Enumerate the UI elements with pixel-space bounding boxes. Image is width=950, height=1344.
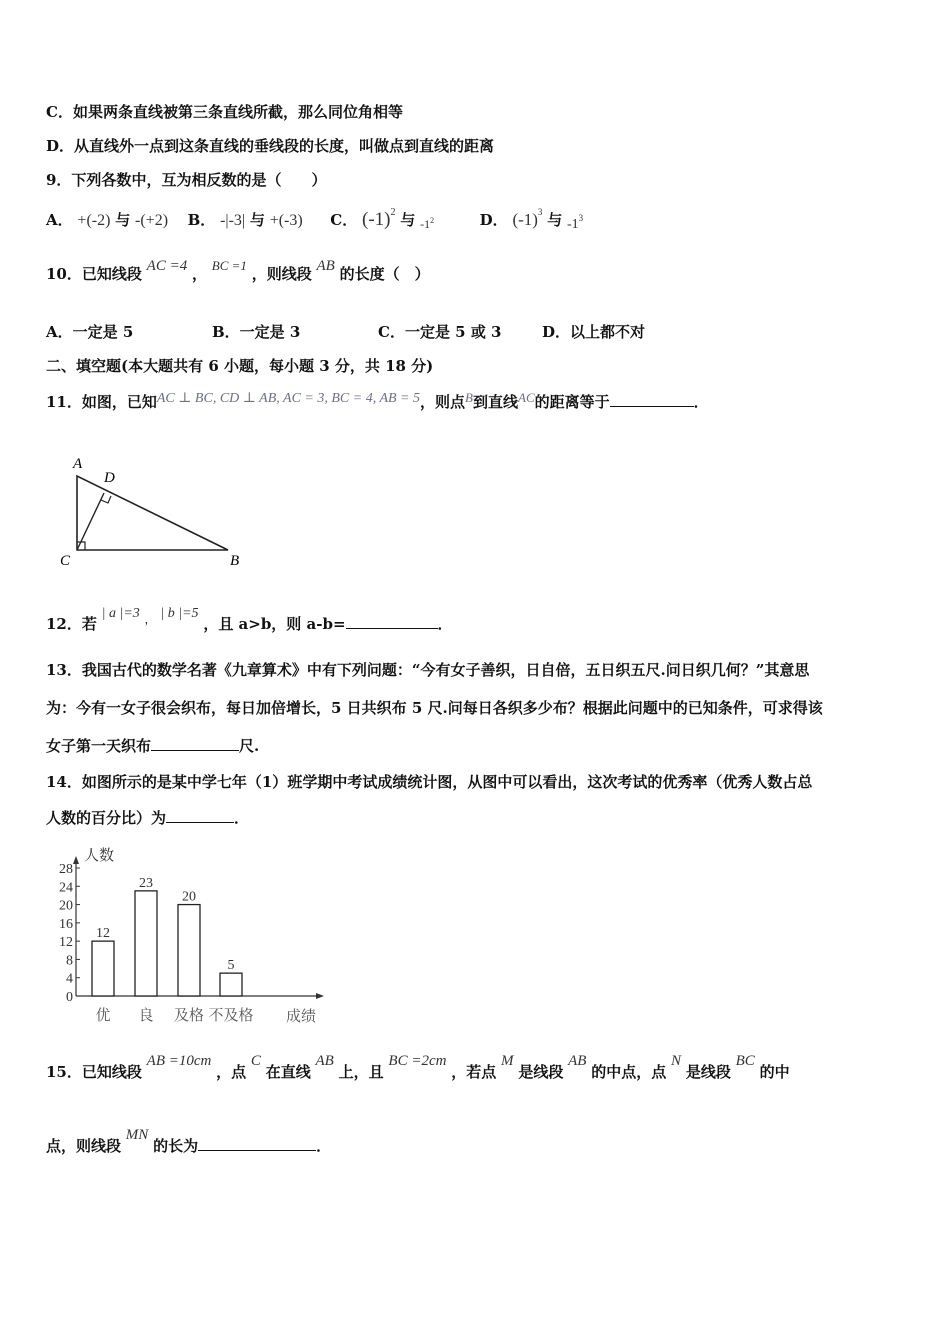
q15-line-1 — [46, 1053, 790, 1092]
q10-mid: ，则线段 — [251, 265, 312, 283]
q11-end: ． — [693, 393, 709, 411]
q13-l3-pre: 女子第一天织布 — [46, 737, 152, 755]
q15-math-ab-2: AB — [568, 1053, 587, 1069]
q9-option-a-expr2: -(+2) — [135, 212, 169, 229]
q15-math-m: M — [501, 1053, 514, 1069]
q12-sep: ， — [144, 613, 156, 626]
q10-option-b: B．一定是 3 — [212, 323, 301, 341]
label-d: D — [104, 470, 115, 486]
q8-option-c: C．如果两条直线被第三条直线所截，那么同位角相等 — [46, 103, 403, 121]
q12-stem — [46, 606, 453, 642]
q11-mid2: 到直线 — [472, 393, 518, 411]
bar-1 — [92, 941, 114, 996]
q9-option-a-expr1: +(-2) — [77, 212, 111, 229]
q10-pre: 10．已知线段 — [46, 265, 142, 283]
q11-answer-blank[interactable] — [610, 392, 694, 407]
q15-t5: 是线段 — [518, 1063, 564, 1081]
y-axis-label: 人数 — [84, 848, 115, 864]
x-axis-label: 成绩 — [286, 1009, 317, 1025]
q15-t1: ，点 — [216, 1063, 247, 1081]
q9-option-d-mid: 与 — [547, 211, 563, 229]
q10-math-ab: AB — [316, 258, 335, 274]
q15-t6: 的中点，点 — [591, 1063, 667, 1081]
q10-option-c: C．一定是 5 或 3 — [378, 323, 502, 341]
q15-math-mn: MN — [125, 1127, 149, 1143]
q10-option-a: A．一定是 5 — [46, 323, 134, 341]
y-tick-label: 0 — [66, 990, 73, 1005]
q9-option-d-expr2: -1 — [567, 217, 579, 232]
q9-option-b-expr1: -|-3| — [220, 212, 246, 229]
q11-math: AC ⊥ BC, CD ⊥ AB, AC = 3, BC = 4, AB = 5 — [156, 391, 421, 406]
q11-pre: 11．如图，已知 — [46, 393, 157, 411]
q11-line-ac: AC — [518, 390, 535, 405]
q15-l2-pre: 点，则线段 — [46, 1137, 122, 1155]
bar-value-label: 20 — [182, 889, 196, 905]
q9-option-a-mid: 与 — [115, 211, 131, 229]
q15-line-2 — [46, 1127, 332, 1166]
q15-l2-end: ． — [316, 1137, 332, 1155]
q12-post: ，且 a>b，则 a-b= — [203, 615, 346, 633]
bar-value-label: 23 — [139, 875, 153, 891]
q9-option-c-expr1: (-1) — [362, 209, 391, 230]
q15-t7: 是线段 — [685, 1063, 731, 1081]
q13-line-2: 为：今有一女子很会织布，每日加倍增长，5 日共织布 5 尺.问每日各织多少布？根据此问题中的已知条件，可求得该 — [46, 699, 823, 717]
q14-line-2 — [46, 808, 249, 828]
q12-pre: 12．若 — [46, 615, 97, 633]
y-tick-label: 4 — [66, 971, 73, 987]
y-tick-label: 8 — [66, 953, 73, 969]
q15-math-c: C — [250, 1053, 261, 1069]
q15-t8: 的中 — [759, 1063, 790, 1081]
triangle-abc — [77, 476, 228, 550]
category-label: 不及格 — [208, 1008, 254, 1024]
bar-value-label: 5 — [227, 958, 235, 974]
q15-math-bc-len: BC =2cm — [388, 1053, 447, 1069]
bar-4 — [220, 973, 242, 996]
q15-answer-blank[interactable] — [198, 1136, 316, 1151]
q13-l3-post: 尺. — [239, 737, 260, 755]
q10-math-ac: AC =4 — [146, 258, 188, 274]
q12-math-a: | a |=3 — [101, 606, 140, 621]
q9-option-a-label: A． — [46, 211, 73, 229]
q8-option-d: D．从直线外一点到这条直线的垂线段的长度，叫做点到直线的距离 — [46, 137, 495, 155]
q12-math-b: | b |=5 — [160, 606, 199, 621]
q14-line-1: 14．如图所示的是某中学七年（1）班学期中考试成绩统计图，从图中可以看出，这次考试的优秀率（优秀人数占总 — [46, 773, 813, 791]
q13-line-3 — [46, 736, 259, 756]
q9-option-b-label: B． — [187, 211, 216, 229]
q15-math-ab-len: AB =10cm — [146, 1053, 212, 1069]
q15-math-bc: BC — [735, 1053, 755, 1069]
y-tick-label: 12 — [59, 935, 73, 951]
q9-option-c-label: C． — [330, 211, 358, 229]
bar-2 — [135, 891, 157, 996]
q9-stem: 9．下列各数中，互为相反数的是（ ） — [46, 171, 327, 189]
category-label: 及格 — [173, 1008, 205, 1024]
y-tick-label: 28 — [59, 862, 73, 877]
q14-l2-pre: 人数的百分比）为 — [46, 809, 167, 827]
q10-comma: ， — [191, 265, 207, 283]
q10-post: 的长度（ ） — [339, 265, 430, 283]
q12-end: ． — [437, 615, 453, 633]
q15-t2: 在直线 — [265, 1063, 311, 1081]
q11-triangle-figure — [54, 452, 254, 574]
q15-pre: 15．已知线段 — [46, 1063, 142, 1081]
q11-point-b: B — [465, 390, 473, 405]
q10-math-bc: BC =1 — [211, 258, 247, 273]
q13-answer-blank[interactable] — [151, 736, 239, 751]
x-axis-arrow — [316, 993, 324, 999]
y-tick-label: 24 — [59, 880, 73, 896]
q12-answer-blank[interactable] — [346, 614, 438, 629]
q9-option-d-label: D． — [479, 211, 508, 229]
q9-option-d-exp1: 3 — [537, 207, 543, 217]
q15-l2-mid: 的长为 — [153, 1137, 199, 1155]
q9-option-b-expr2: +(-3) — [269, 212, 303, 229]
q9-option-d-expr1: (-1) — [512, 210, 538, 229]
y-tick-label: 16 — [59, 916, 73, 932]
q15-t4: ，若点 — [451, 1063, 497, 1081]
q15-t3: 上，且 — [338, 1063, 384, 1081]
q15-math-n: N — [671, 1053, 682, 1069]
q11-mid1: ，则点 — [420, 393, 466, 411]
q13-line-1: 13．我国古代的数学名著《九章算术》中有下列问题：“今有女子善织，日自倍，五日织五尺.问日织几何？”其意思 — [46, 661, 810, 679]
q15-math-ab: AB — [315, 1053, 334, 1069]
section-2-heading: 二、填空题(本大题共有 6 小题，每小题 3 分，共 18 分) — [46, 357, 434, 375]
q14-answer-blank[interactable] — [166, 808, 234, 823]
bar-3 — [178, 905, 200, 996]
q14-l2-post: ． — [234, 809, 250, 827]
y-axis-arrow — [73, 856, 79, 864]
q10-options — [46, 322, 645, 342]
q9-option-c-expr2: -1 — [420, 217, 431, 231]
q11-stem — [46, 392, 709, 418]
q9-option-c-exp2: 2 — [430, 216, 435, 225]
label-c: C — [60, 553, 71, 569]
category-label: 良 — [138, 1008, 154, 1024]
q9-option-b-mid: 与 — [249, 211, 265, 229]
bar-value-label: 12 — [96, 926, 110, 942]
q14-bar-chart — [40, 838, 340, 1028]
q9-option-c-mid: 与 — [400, 211, 416, 229]
category-label: 优 — [95, 1008, 111, 1024]
q11-post: 的距离等于 — [534, 393, 610, 411]
q10-option-d: D．以上都不对 — [542, 323, 646, 341]
label-b: B — [230, 553, 240, 569]
label-a: A — [73, 456, 83, 472]
y-tick-label: 20 — [59, 898, 73, 914]
q10-stem — [46, 258, 430, 294]
q9-option-c-exp1: 2 — [390, 207, 396, 218]
q9-options — [46, 207, 584, 240]
q9-option-d-exp2: 3 — [578, 213, 584, 223]
